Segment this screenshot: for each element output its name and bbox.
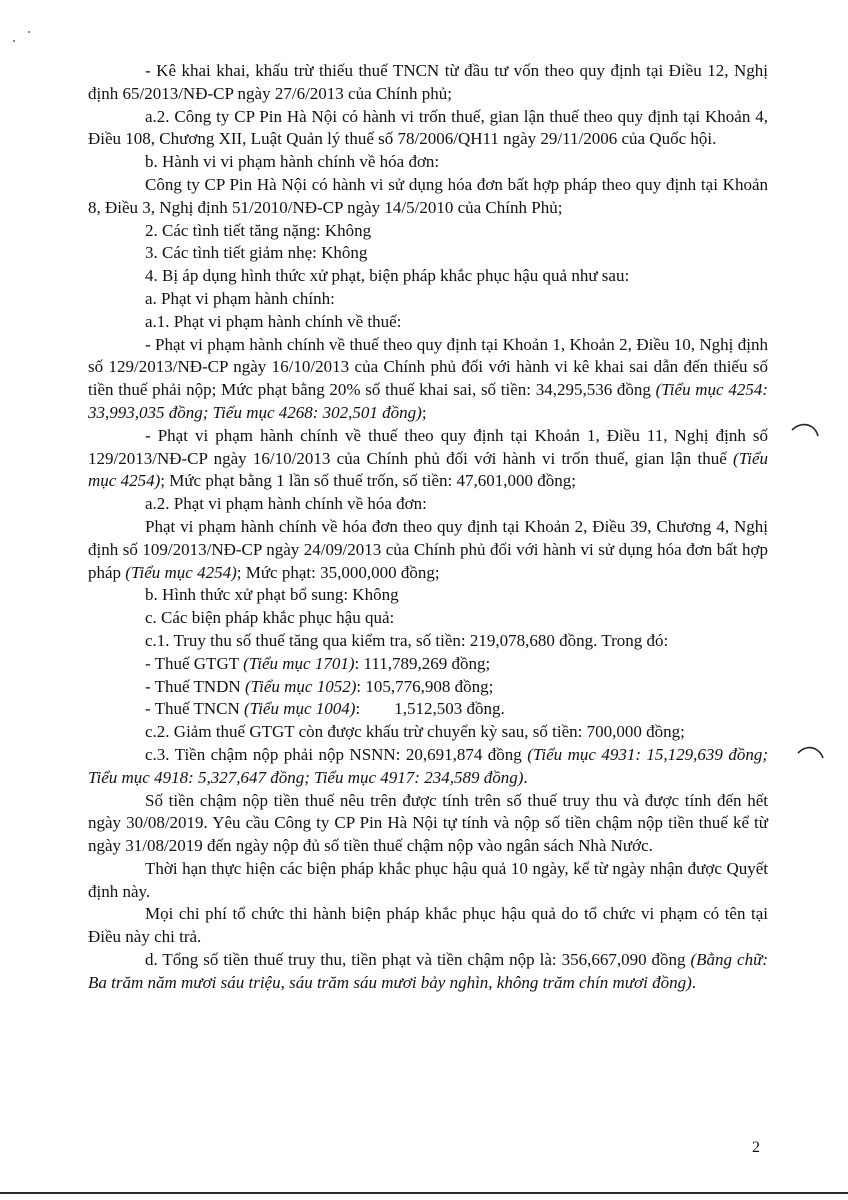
italic-note: (Tiểu mục 1004) bbox=[244, 699, 356, 719]
paragraph: c.2. Giảm thuế GTGT còn được khấu trừ chuyển kỳ sau, số tiền: 700,000 đồng; bbox=[145, 722, 685, 742]
text-run: ; Mức phạt bằng 1 lần số thuế trốn, số tiền: 47,601,000 đồng; bbox=[160, 471, 576, 491]
pen-mark bbox=[790, 418, 820, 440]
list-item bbox=[88, 698, 768, 721]
section-heading: c. Các biện pháp khắc phục hậu quả: bbox=[145, 608, 395, 628]
text-run: ; bbox=[421, 402, 427, 422]
document-body bbox=[88, 60, 768, 995]
text-run: - Phạt vi phạm hành chính về thuế theo quy định tại Khoản 1, Khoản 2, Điều 10, Nghị định số 129/2013/NĐ-CP ngày 16/10/2013 của Chính phủ đối với hành vi kê khai sai dẫn đến thiếu số tiền thuế phải nộp; Mức phạt bằng 20% số thuế khai sai, số tiền: 34,295,536 đồng bbox=[88, 334, 768, 400]
paragraph: 4. Bị áp dụng hình thức xử phạt, biện pháp khắc phục hậu quả như sau: bbox=[145, 266, 630, 286]
paragraph: 2. Các tình tiết tăng nặng: Không bbox=[145, 220, 372, 240]
italic-note: (Tiểu mục 4254) bbox=[125, 562, 237, 582]
text-run: c.3. Tiền chậm nộp phải nộp NSNN: 20,691,874 đồng bbox=[145, 744, 528, 764]
text-run: Phạt vi phạm hành chính về hóa đơn theo quy định tại Khoản 2, Điều 39, Chương 4, Nghị định số 109/2013/NĐ-CP ngày 24/09/2013 của Chính phủ đối với hành vi sử dụng hóa đơn bất hợp pháp bbox=[88, 516, 768, 582]
paragraph bbox=[88, 334, 768, 425]
italic-note: (Tiểu mục 4254) bbox=[88, 448, 768, 491]
paragraph bbox=[88, 744, 768, 790]
section-heading: a.1. Phạt vi phạm hành chính về thuế: bbox=[145, 311, 402, 331]
italic-note: (Bằng chữ: Ba trăm năm mươi sáu triệu, sáu trăm sáu mươi bảy nghìn, không trăm chín mươi đồng) bbox=[88, 950, 768, 992]
pen-mark bbox=[796, 740, 826, 762]
paragraph: - Kê khai khai, khấu trừ thiếu thuế TNCN từ đầu tư vốn theo quy định tại Điều 12, Nghị định 65/2013/NĐ-CP ngày 27/6/2013 của Chính phủ; bbox=[88, 61, 768, 103]
italic-note: (Tiểu mục 4254: 33,993,035 đồng; Tiểu mục 4268: 302,501 đồng) bbox=[88, 380, 768, 422]
text-run: ; Mức phạt: 35,000,000 đồng; bbox=[236, 562, 440, 582]
text-run: - Thuế GTGT bbox=[145, 653, 244, 673]
text-run: . bbox=[523, 767, 528, 787]
paragraph: a.2. Công ty CP Pin Hà Nội có hành vi trốn thuế, gian lận thuế theo quy định tại Khoản 4, Điều 108, Chương XII, Luật Quản lý thuế số 78/2006/QH11 ngày 29/11/2006 của Quốc hội. bbox=[88, 106, 768, 149]
paragraph bbox=[88, 425, 768, 493]
paragraph: Công ty CP Pin Hà Nội có hành vi sử dụng hóa đơn bất hợp pháp theo quy định tại Khoản 8, Điều 3, Nghị định 51/2010/NĐ-CP ngày 14/5/2010 của Chính Phủ; bbox=[88, 174, 768, 217]
section-heading: a. Phạt vi phạm hành chính: bbox=[145, 288, 335, 308]
text-run: - Thuế TNDN bbox=[145, 676, 245, 696]
scan-speck bbox=[13, 40, 15, 42]
scan-speck bbox=[28, 31, 30, 33]
text-run: d. Tổng số tiền thuế truy thu, tiền phạt và tiền chậm nộp là: 356,667,090 đồng bbox=[145, 950, 691, 970]
text-run: 1,512,503 đồng. bbox=[394, 699, 505, 719]
paragraph: c.1. Truy thu số thuế tăng qua kiểm tra, số tiền: 219,078,680 đồng. Trong đó: bbox=[145, 630, 669, 650]
text-run: : 111,789,269 đồng; bbox=[354, 653, 491, 673]
list-item bbox=[88, 676, 768, 699]
italic-note: (Tiểu mục 1701) bbox=[243, 653, 355, 673]
paragraph bbox=[88, 949, 768, 995]
text-run: : bbox=[355, 699, 361, 719]
paragraph: 3. Các tình tiết giảm nhẹ: Không bbox=[145, 243, 368, 263]
paragraph bbox=[88, 516, 768, 584]
text-run: . bbox=[691, 972, 696, 992]
scan-edge-line bbox=[0, 1192, 848, 1194]
italic-note: (Tiểu mục 4931: 15,129,639 đồng; Tiểu mục 4918: 5,327,647 đồng; Tiểu mục 4917: 234,589 đồng) bbox=[88, 744, 768, 787]
text-run: - Thuế TNCN bbox=[145, 699, 245, 719]
page-number: 2 bbox=[752, 1139, 760, 1156]
paragraph: Số tiền chậm nộp tiền thuế nêu trên được tính trên số thuế truy thu và được tính đến hết ngày 30/08/2019. Yêu cầu Công ty CP Pin Hà Nội tự tính và nộp số tiền chậm nộp tiền thuế kể từ ngày 31/08/2019 đến ngày nộp đủ số tiền thuế chậm nộp vào ngân sách Nhà Nước. bbox=[88, 790, 768, 856]
paragraph: Mọi chi phí tổ chức thi hành biện pháp khắc phục hậu quả do tổ chức vi phạm có tên tại Điều này chi trả. bbox=[88, 904, 768, 947]
section-heading: a.2. Phạt vi phạm hành chính về hóa đơn: bbox=[145, 494, 427, 514]
paragraph: b. Hình thức xử phạt bổ sung: Không bbox=[145, 585, 399, 605]
text-run: - Phạt vi phạm hành chính về thuế theo quy định tại Khoản 1, Điều 11, Nghị định số 129/2013/NĐ-CP ngày 16/10/2013 của Chính phủ đối với hành vi trốn thuế, gian lận thuế bbox=[88, 425, 768, 468]
paragraph: Thời hạn thực hiện các biện pháp khắc phục hậu quả 10 ngày, kể từ ngày nhận được Quyết định này. bbox=[88, 858, 768, 901]
list-item bbox=[88, 653, 768, 676]
italic-note: (Tiểu mục 1052) bbox=[244, 676, 357, 696]
section-heading: b. Hành vi vi phạm hành chính về hóa đơn: bbox=[145, 152, 440, 172]
text-run: : 105,776,908 đồng; bbox=[356, 676, 494, 696]
